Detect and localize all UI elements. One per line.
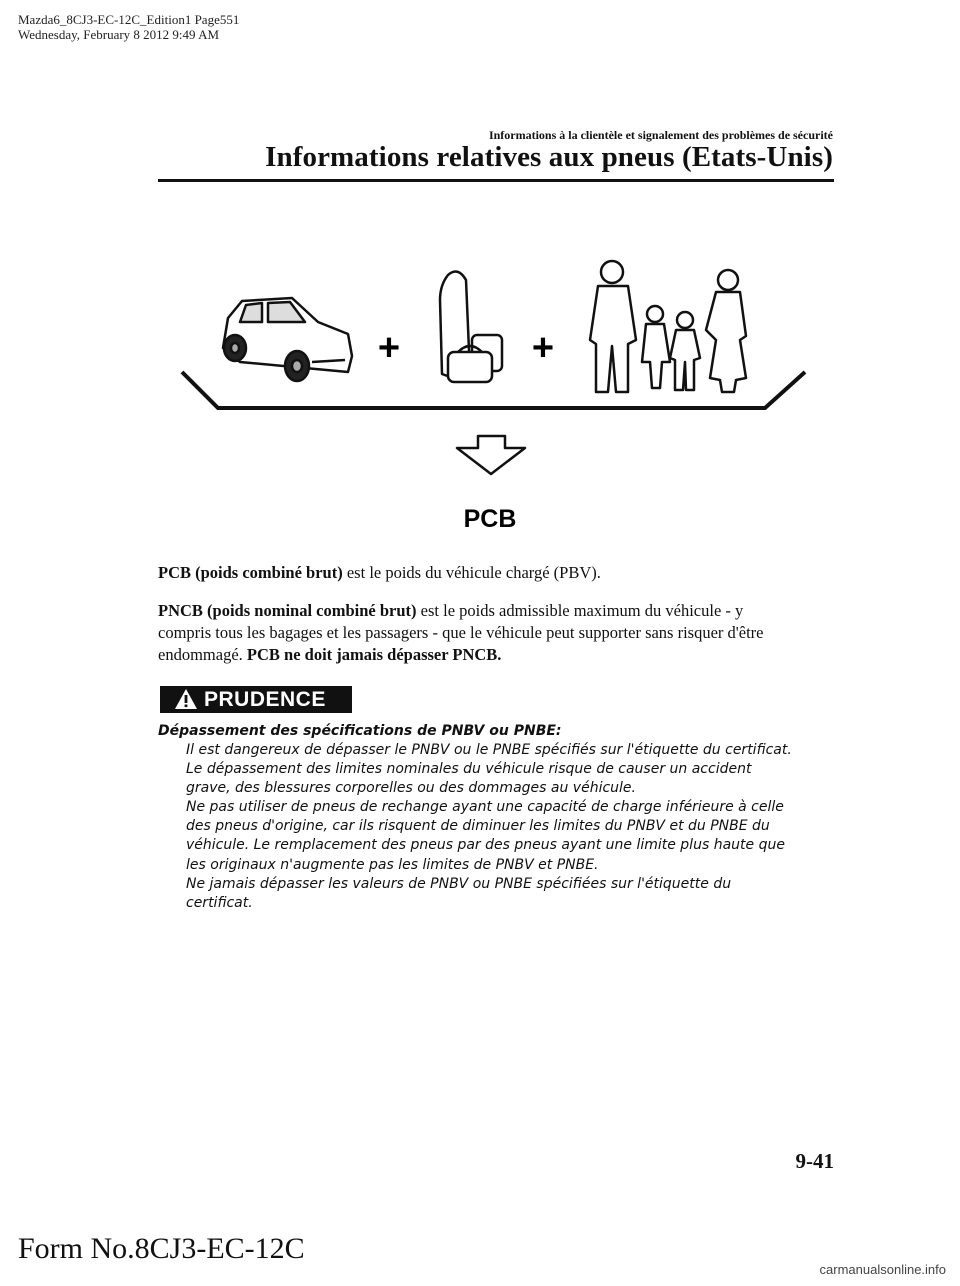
caution-label: PRUDENCE (204, 688, 326, 711)
term-pcb: PCB (poids combiné brut) (158, 563, 343, 582)
definition-pcb: est le poids du véhicule chargé (PBV). (342, 563, 601, 582)
definition-pncb-line2: compris tous les bagages et les passagers - que le véhicule peut supporter sans risquer d'être (158, 623, 764, 642)
plus-sign-2: + (531, 327, 555, 369)
print-meta-line2: Wednesday, February 8 2012 9:49 AM (18, 27, 220, 42)
car-icon (223, 298, 352, 381)
paragraph-pcb (158, 562, 848, 584)
luggage-icon (440, 271, 502, 382)
caution-line: certificat. (186, 894, 253, 911)
down-arrow-icon (457, 436, 525, 474)
page-title: Informations relatives aux pneus (Etats-Unis) (265, 141, 833, 173)
paragraph-pncb (158, 600, 848, 666)
term-pncb: PNCB (poids nominal combiné brut) (158, 601, 417, 620)
caution-line: des pneus d'origine, car ils risquent de diminuer les limites du PNBV et du PNBE du (186, 818, 770, 835)
pcb-illustration (0, 230, 960, 540)
page-number: 9-41 (795, 1149, 834, 1173)
caution-badge (160, 686, 352, 713)
pncb-rule: PCB ne doit jamais dépasser PNCB. (246, 645, 502, 664)
caution-line: Il est dangereux de dépasser le PNBV ou le PNBE spécifiés sur l'étiquette du certificat. (186, 742, 792, 758)
print-meta-line1: Mazda6_8CJ3-EC-12C_Edition1 Page551 (18, 12, 240, 27)
title-rule (158, 179, 834, 182)
plus-sign-1: + (377, 327, 401, 369)
form-number: Form No.8CJ3-EC-12C (18, 1232, 305, 1265)
caution-body (186, 741, 846, 913)
caution-line: Le dépassement des limites nominales du véhicule risque de causer un accident (186, 761, 752, 778)
caution-heading: Dépassement des spécifications de PNBV ou PNBE: (158, 723, 562, 739)
watermark: carmanualsonline.info (819, 1262, 946, 1277)
section-subtitle: Informations à la clientèle et signalement des problèmes de sécurité (488, 128, 833, 142)
caution-line: véhicule. Le remplacement des pneus par des pneus ayant une limite plus haute que (186, 837, 785, 854)
caution-line: les originaux n'augmente pas les limites de PNBV et PNBE. (186, 856, 599, 873)
definition-pncb-line1: est le poids admissible maximum du véhicule - y (416, 601, 744, 620)
pcb-label: PCB (463, 505, 517, 533)
caution-line: Ne jamais dépasser les valeurs de PNBV ou PNBE spécifiées sur l'étiquette du (186, 875, 732, 892)
definition-pncb-line3: endommagé. (158, 645, 247, 664)
caution-line: grave, des blessures corporelles ou des dommages au véhicule. (186, 780, 636, 797)
warning-icon (174, 688, 198, 710)
caution-line: Ne pas utiliser de pneus de rechange ayant une capacité de charge inférieure à celle (186, 799, 784, 816)
family-icon (590, 261, 746, 392)
